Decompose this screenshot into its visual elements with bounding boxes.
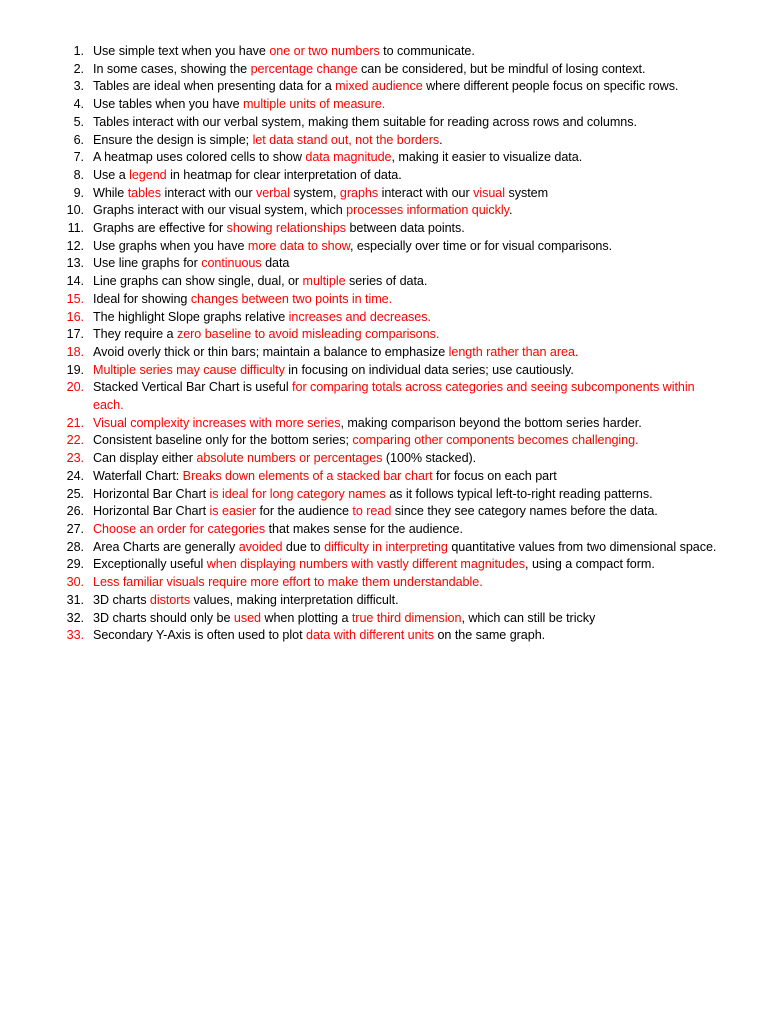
plain-text: They require a [93, 327, 177, 342]
list-item-number: 26. [66, 504, 84, 519]
plain-text: 3D charts should only be [93, 610, 234, 625]
list-item [60, 61, 725, 79]
list-item-number: 11. [67, 221, 84, 236]
plain-text: , especially over time or for visual comparisons. [349, 238, 613, 253]
list-item-text [93, 186, 548, 200]
list-item-number: 17. [66, 327, 84, 342]
plain-text: values, making interpretation difficult. [190, 592, 399, 607]
list-item-text [93, 416, 642, 430]
plain-text: due to [282, 539, 325, 554]
plain-text: on the same graph. [434, 628, 546, 643]
highlighted-text: zero baseline to avoid misleading comparisons. [176, 327, 440, 342]
list-item [60, 627, 725, 645]
plain-text: Graphs interact with our visual system, which [93, 203, 347, 218]
list-item [60, 96, 725, 114]
plain-text: Horizontal Bar Chart [93, 504, 210, 519]
highlighted-text: Choose an order for categories [93, 521, 266, 536]
plain-text: interact with our [378, 185, 474, 200]
list-item [60, 78, 725, 96]
highlighted-text: data with different units [305, 628, 435, 643]
list-item-number: 29. [66, 557, 84, 572]
plain-text: While [93, 185, 128, 200]
highlighted-text: increases and decreases. [288, 309, 431, 324]
list-item [60, 468, 725, 486]
plain-text: between data points. [346, 221, 465, 236]
list-item-text [93, 79, 678, 93]
highlighted-text: absolute numbers or percentages [196, 451, 383, 466]
highlighted-text: true third dimension [351, 610, 462, 625]
plain-text: Use line graphs for [93, 256, 202, 271]
plain-text: Tables are ideal when presenting data for a [93, 79, 336, 94]
list-item-text [93, 150, 582, 164]
list-item [60, 503, 725, 521]
list-item [60, 255, 725, 273]
plain-text: Graphs are effective for [93, 221, 227, 236]
list-item-number: 18. [66, 344, 84, 359]
list-item-number: 15. [66, 291, 84, 306]
plain-text: Horizontal Bar Chart [93, 486, 210, 501]
plain-text: Line graphs can show single, dual, or [93, 274, 303, 289]
plain-text: Secondary Y-Axis is often used to plot [93, 628, 306, 643]
list-item-text [93, 504, 658, 518]
plain-text: interact with our [161, 185, 256, 200]
plain-text: In some cases, showing the [93, 61, 251, 76]
plain-text: Exceptionally useful [93, 557, 207, 572]
plain-text: , which can still be tricky [461, 610, 596, 625]
list-item-text [93, 203, 512, 217]
list-item-number: 32. [66, 610, 84, 625]
list-item [60, 326, 725, 344]
list-item-text [93, 540, 716, 554]
list-item-text [93, 433, 639, 447]
list-item-number: 4. [73, 97, 84, 112]
highlighted-text: Less familiar visuals require more effort to make them understandable. [93, 575, 483, 590]
plain-text: , making comparison beyond the bottom series harder. [340, 415, 642, 430]
list-item-number: 8. [73, 167, 84, 182]
highlighted-text: when displaying numbers with vastly different magnitudes [206, 557, 526, 572]
list-item [60, 415, 725, 433]
list-item-text [93, 380, 695, 412]
highlighted-text: more data to show [247, 238, 350, 253]
list-item-number: 3. [73, 79, 84, 94]
highlighted-text: to read [352, 504, 392, 519]
list-item-text [93, 487, 653, 501]
list-item-number: 6. [73, 132, 84, 147]
list-item [60, 521, 725, 539]
list-item-number: 27. [66, 521, 84, 536]
list-item-text [93, 575, 483, 589]
list-item [60, 592, 725, 610]
list-item-text [93, 628, 545, 642]
highlighted-text: length rather than area. [448, 344, 579, 359]
plain-text: system [505, 185, 549, 200]
plain-text: can be considered, but be mindful of losing context. [357, 61, 646, 76]
plain-text: Stacked Vertical Bar Chart is useful [93, 380, 293, 395]
list-item-number: 31. [66, 592, 84, 607]
list-item [60, 610, 725, 628]
plain-text: Use a [93, 167, 130, 182]
list-item-text [93, 97, 385, 111]
list-item-text [93, 44, 475, 58]
highlighted-text: used [233, 610, 261, 625]
plain-text: where different people focus on specific rows. [422, 79, 679, 94]
list-item-number: 25. [66, 486, 84, 501]
highlighted-text: continuous [201, 256, 262, 271]
list-item-number: 21. [66, 415, 84, 430]
list-item [60, 556, 725, 574]
highlighted-text: distorts [149, 592, 191, 607]
plain-text: in focusing on individual data series; use cautiously. [284, 362, 574, 377]
list-item-text [93, 221, 465, 235]
plain-text: data [261, 256, 290, 271]
list-item-number: 5. [73, 114, 84, 129]
list-item-text [93, 557, 655, 571]
list-item [60, 362, 725, 380]
list-item [60, 149, 725, 167]
plain-text: since they see category names before the data. [391, 504, 658, 519]
highlighted-text: graphs [339, 185, 379, 200]
list-item-text [93, 292, 392, 306]
list-item [60, 291, 725, 309]
list-item-text [93, 256, 289, 270]
list-item [60, 309, 725, 327]
plain-text: Ensure the design is simple; [93, 132, 253, 147]
plain-text: Ideal for showing [93, 291, 191, 306]
highlighted-text: processes information quickly [346, 203, 509, 218]
list-item-text [93, 611, 595, 625]
plain-text: , making it easier to visualize data. [391, 150, 583, 165]
highlighted-text: percentage change [250, 61, 358, 76]
plain-text: The highlight Slope graphs relative [93, 309, 289, 324]
highlighted-text: Multiple series may cause difficulty [93, 362, 285, 377]
list-item-number: 12. [66, 238, 84, 253]
highlighted-text: data magnitude [305, 150, 392, 165]
plain-text: when plotting a [260, 610, 352, 625]
list-item [60, 185, 725, 203]
plain-text: Use simple text when you have [93, 44, 270, 58]
list-item-number: 20. [66, 380, 84, 395]
list-item [60, 432, 725, 450]
plain-text: Consistent baseline only for the bottom series; [93, 433, 353, 448]
plain-text: Area Charts are generally [93, 539, 239, 554]
highlighted-text: tables [127, 185, 162, 200]
list-item-number: 14. [66, 274, 84, 289]
list-item-number: 10. [66, 203, 84, 218]
list-item-text [93, 310, 431, 324]
list-item [60, 539, 725, 557]
plain-text: Use graphs when you have [93, 238, 248, 253]
list-item [60, 486, 725, 504]
plain-text: as it follows typical left-to-right reading patterns. [385, 486, 653, 501]
list-item [60, 167, 725, 185]
plain-text: that makes sense for the audience. [265, 521, 463, 536]
plain-text: A heatmap uses colored cells to show [93, 150, 306, 165]
list-item [60, 132, 725, 150]
highlighted-text: legend [129, 167, 167, 182]
list-item-number: 19. [66, 362, 84, 377]
list-item [60, 114, 725, 132]
highlighted-text: comparing other components becomes challenging. [352, 433, 639, 448]
highlighted-text: is ideal for long category names [209, 486, 386, 501]
plain-text: Can display either [93, 451, 197, 466]
list-item-number: 16. [66, 309, 84, 324]
plain-text: Avoid overly thick or thin bars; maintain a balance to emphasize [93, 344, 449, 359]
list-item-text [93, 115, 637, 129]
list-item-text [93, 345, 578, 359]
list-item [60, 450, 725, 468]
highlighted-text: let data stand out, not the borders [252, 132, 440, 147]
plain-text: for focus on each part [432, 468, 557, 483]
list-item-text [93, 469, 557, 483]
list-item-number: 13. [66, 256, 84, 271]
highlighted-text: visual [473, 185, 505, 200]
list-item-number: 23. [66, 451, 84, 466]
highlighted-text: avoided [238, 539, 283, 554]
list-item-text [93, 451, 476, 465]
list-item [60, 238, 725, 256]
list-item-number: 7. [73, 150, 84, 165]
plain-text: Use tables when you have [93, 97, 243, 112]
plain-text: in heatmap for clear interpretation of data. [166, 167, 402, 182]
plain-text: (100% stacked). [382, 451, 477, 466]
list-item-text [93, 363, 574, 377]
highlighted-text: Breaks down elements of a stacked bar chart [182, 468, 433, 483]
list-item-text [93, 327, 439, 341]
highlighted-text: changes between two points in time. [190, 291, 393, 306]
highlighted-text: for comparing totals across categories and seeing subcomponents within each. [93, 380, 695, 413]
list-item-text [93, 239, 612, 253]
highlighted-text: multiple units of measure. [242, 97, 386, 112]
highlighted-text: one or two numbers [269, 44, 380, 58]
list-item-number: 24. [66, 468, 84, 483]
list-item-number: 30. [66, 575, 84, 590]
plain-text: Waterfall Chart: [93, 468, 183, 483]
list-item [60, 574, 725, 592]
list-item-text [93, 274, 427, 288]
list-item-text [93, 522, 463, 536]
numbered-list [60, 43, 725, 645]
plain-text: , using a compact form. [525, 557, 655, 572]
list-item-number: 2. [73, 61, 84, 76]
list-item [60, 43, 725, 61]
list-item-text [93, 168, 402, 182]
list-item-text [93, 62, 645, 76]
highlighted-text: verbal [255, 185, 290, 200]
list-item-number: 33. [66, 628, 84, 643]
plain-text: series of data. [345, 274, 428, 289]
plain-text: quantitative values from two dimensional space. [447, 539, 717, 554]
highlighted-text: showing relationships [226, 221, 346, 236]
list-item [60, 220, 725, 238]
plain-text: 3D charts [93, 592, 150, 607]
list-item [60, 273, 725, 291]
plain-text: . [439, 132, 443, 147]
list-item-number: 22. [66, 433, 84, 448]
plain-text: . [508, 203, 513, 218]
highlighted-text: is easier [209, 504, 256, 519]
highlighted-text: difficulty in interpreting [324, 539, 448, 554]
list-item-text [93, 593, 399, 607]
list-item [60, 344, 725, 362]
plain-text: to communicate. [379, 44, 475, 58]
plain-text: Tables interact with our verbal system, making them suitable for reading across rows and columns. [93, 114, 637, 129]
list-item-number: 1. [73, 44, 84, 58]
list-item-text [93, 133, 443, 147]
list-item-number: 9. [73, 185, 84, 200]
list-item-number: 28. [66, 539, 84, 554]
plain-text: system, [289, 185, 340, 200]
highlighted-text: Visual complexity increases with more series [93, 415, 341, 430]
highlighted-text: multiple [302, 274, 346, 289]
list-item [60, 379, 725, 414]
highlighted-text: mixed audience [335, 79, 423, 94]
plain-text: for the audience [256, 504, 353, 519]
list-item [60, 202, 725, 220]
